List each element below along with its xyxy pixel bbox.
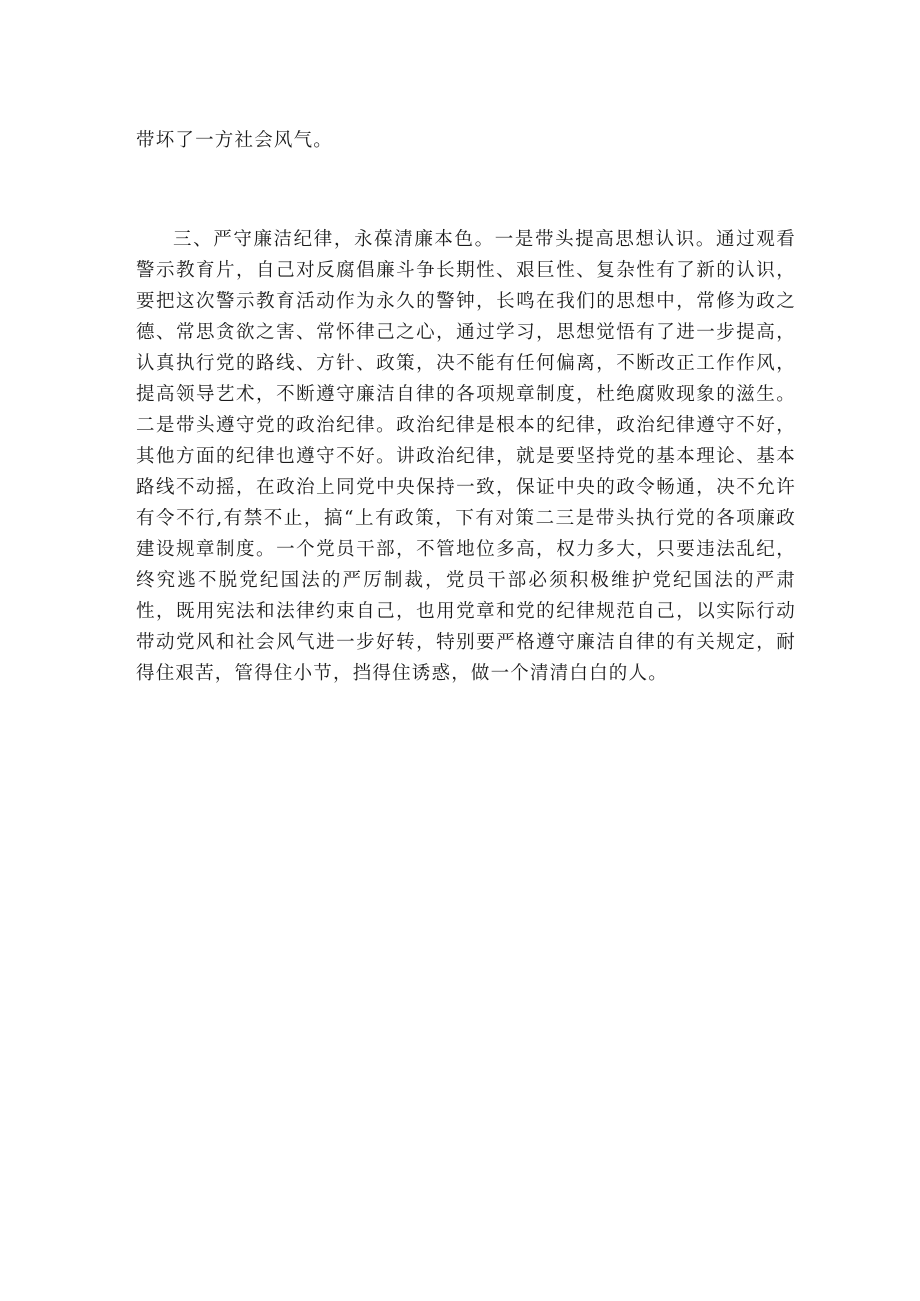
paragraph-section-three: 三、严守廉洁纪律，永葆清廉本色。一是带头提高思想认识。通过观看警示教育片，自己对反腐倡廉斗争长期性、艰巨性、复杂性有了新的认识，要把这次警示教育活动作为永久的警钟，长鸣在我们的思想中，常修为政之德、常思贪欲之害、常怀律己之心，通过学习，思想觉悟有了进一步提高，认真执行党的路线、方针、政策，决不能有任何偏离，不断改正工作作风，提高领导艺术，不断遵守廉洁自律的各项规章制度，杜绝腐败现象的滋生。二是带头遵守党的政治纪律。政治纪律是根本的纪律，政治纪律遵守不好，其他方面的纪律也遵守不好。讲政治纪律，就是要坚持党的基本理论、基本路线不动摇，在政治上同党中央保持一致，保证中央的政令畅通，决不允许有令不行,有禁不止，搞“上有政策，下有对策二三是带头执行党的各项廉政建设规章制度。一个党员干部，不管地位多高，权力多大，只要违法乱纪，终究逃不脱党纪国法的严厉制裁，党员干部必须积极维护党纪国法的严肃性，既用宪法和法律约束自己，也用党章和党的纪律规范自己，以实际行动带动党风和社会风气进一步好转，特别要严格遵守廉洁自律的有关规定，耐得住艰苦，管得住小节，挡得住诱惑，做一个清清白白的人。 <box>136 229 796 684</box>
paragraph-continuation: 带坏了一方社会风气。 <box>136 130 334 151</box>
